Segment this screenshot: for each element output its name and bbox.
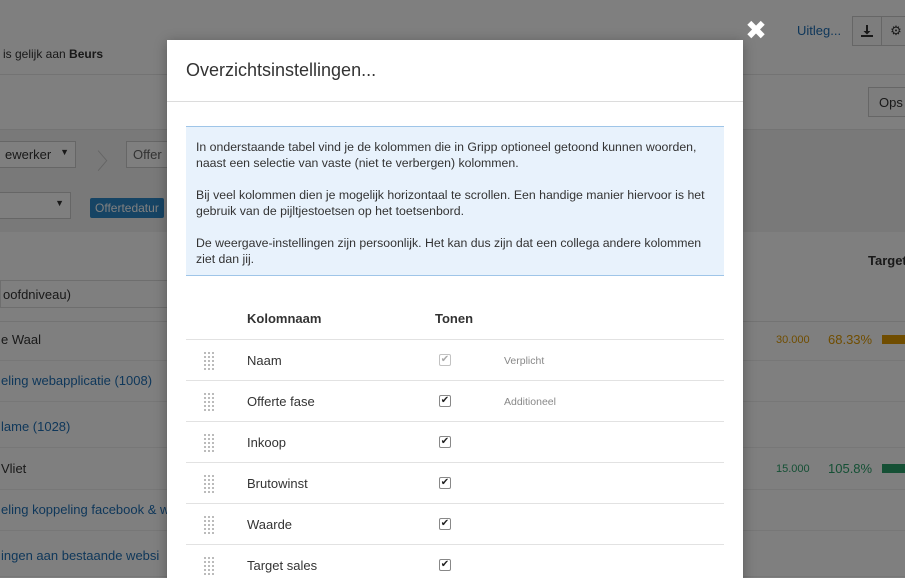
columns-table <box>186 297 724 578</box>
column-name: Target sales <box>247 558 318 573</box>
column-row <box>186 340 724 381</box>
modal-header <box>167 40 743 102</box>
column-row <box>186 422 724 463</box>
modal-title: Overzichtsinstellingen... <box>186 60 377 80</box>
show-column-checkbox: ✔ <box>440 354 450 365</box>
drag-handle-icon[interactable] <box>204 434 216 452</box>
show-column-checkbox[interactable]: ✔ <box>440 559 450 570</box>
settings-modal <box>167 40 743 578</box>
column-name: Inkoop <box>247 435 287 450</box>
column-note: Verplicht <box>504 355 545 367</box>
column-name: Offerte fase <box>247 394 315 409</box>
show-column-checkbox[interactable]: ✔ <box>440 477 450 488</box>
info-paragraph: Bij veel kolommen dien je mogelijk horizontaal te scrollen. Een handige manier hiervoor is het gebruik van de pijltjestoetsen op het toetsenbord. <box>196 188 705 218</box>
column-name: Brutowinst <box>247 476 308 491</box>
info-paragraph: De weergave-instellingen zijn persoonlijk. Het kan dus zijn dat een collega andere kolommen ziet dan jij. <box>196 236 702 266</box>
show-column-checkbox[interactable]: ✔ <box>440 518 450 529</box>
close-button[interactable] <box>744 15 768 45</box>
column-row <box>186 545 724 578</box>
column-name: Naam <box>247 353 282 368</box>
drag-handle-icon[interactable] <box>204 475 216 493</box>
header-tonen: Tonen <box>435 311 474 326</box>
drag-handle-icon[interactable] <box>204 557 216 575</box>
show-column-checkbox[interactable]: ✔ <box>440 436 450 447</box>
column-name: Waarde <box>247 517 293 532</box>
info-box <box>186 126 724 276</box>
column-note: Additioneel <box>504 396 556 408</box>
show-column-checkbox[interactable]: ✔ <box>440 395 450 406</box>
close-icon: ✖ <box>745 15 767 45</box>
column-row <box>186 463 724 504</box>
header-kolomnaam: Kolomnaam <box>247 311 322 326</box>
columns-table-header <box>186 297 724 340</box>
drag-handle-icon[interactable] <box>204 352 216 370</box>
column-row <box>186 381 724 422</box>
drag-handle-icon[interactable] <box>204 393 216 411</box>
columns-table-body <box>186 340 724 578</box>
drag-handle-icon[interactable] <box>204 516 216 534</box>
info-paragraph: In onderstaande tabel vind je de kolommen die in Gripp optioneel getoond kunnen woorden, naast een selectie van vaste (niet te verbergen) kolommen. <box>196 140 697 170</box>
column-row <box>186 504 724 545</box>
